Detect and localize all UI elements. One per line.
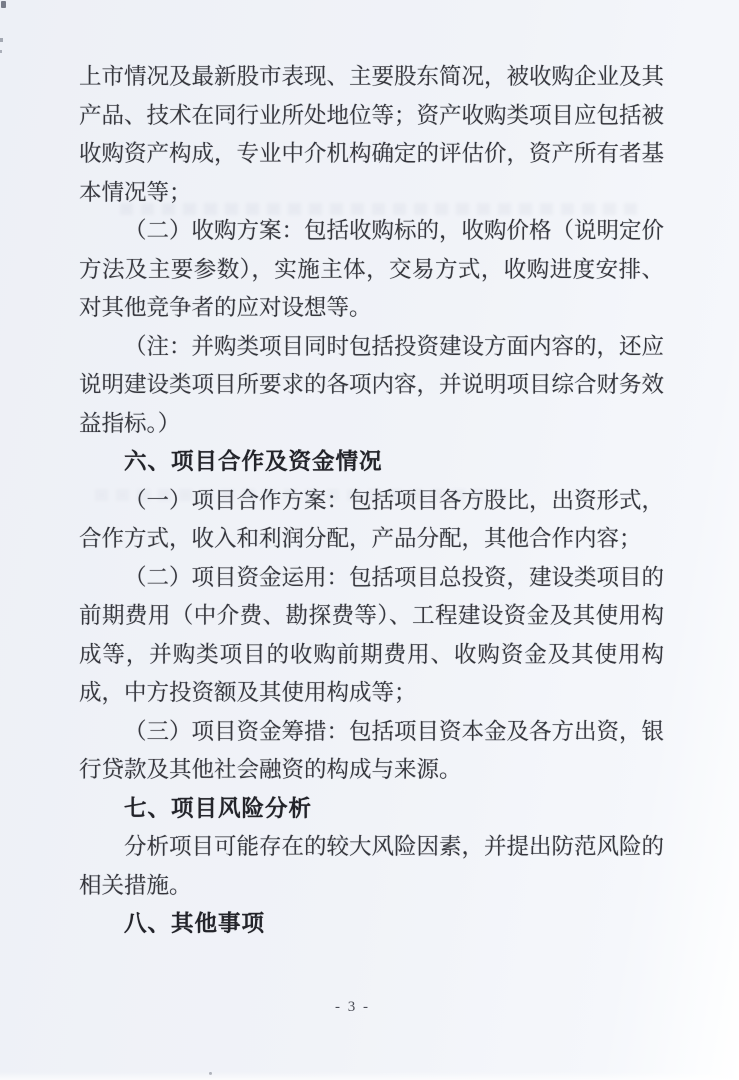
document-body (79, 58, 664, 944)
scan-speck (0, 50, 2, 53)
paragraph-continuation: 上市情况及最新股市表现、主要股东简况，被收购企业及其产品、技术在同行业所处地位等；资产收购类项目应包括被收购资产构成，专业中介机构确定的评估价，资产所有者基本情况等； (79, 64, 665, 205)
page-number: - 3 - (335, 999, 370, 1015)
paragraph-cooperation-plan: （一）项目合作方案：包括项目各方股比，出资形式，合作方式，收入和利润分配，产品分配，其他合作内容； (79, 487, 665, 551)
paragraph-fund-usage: （二）项目资金运用：包括项目总投资，建设类项目的前期费用（中介费、勘探费等）、工程建设资金及其使用构成等，并购类项目的收购前期费用、收购资金及其使用构成，中方投资额及其使用构成等； (79, 564, 665, 705)
page-footer (0, 998, 739, 1016)
paragraph-risk-analysis: 分析项目可能存在的较大风险因素，并提出防范风险的相关措施。 (79, 834, 665, 898)
paragraph-note: （注：并购类项目同时包括投资建设方面内容的，还应说明建设类项目所要求的各项内容，并说明项目综合财务效益指标。） (79, 333, 665, 436)
scan-edge-shade (0, 1072, 739, 1080)
paragraph-fund-raising: （三）项目资金筹措：包括项目资本金及各方出资，银行贷款及其他社会融资的构成与来源。 (79, 718, 665, 782)
section-heading-six: 六、项目合作及资金情况 (124, 449, 383, 474)
scan-speck (0, 38, 3, 42)
scan-speck (1, 1, 6, 8)
paragraph-acquisition-plan: （二）收购方案：包括收购标的，收购价格（说明定价方法及主要参数），实施主体，交易方式，收购进度安排、对其他竞争者的应对设想等。 (79, 218, 665, 320)
section-heading-eight: 八、其他事项 (124, 911, 266, 936)
section-heading-seven: 七、项目风险分析 (124, 795, 313, 821)
